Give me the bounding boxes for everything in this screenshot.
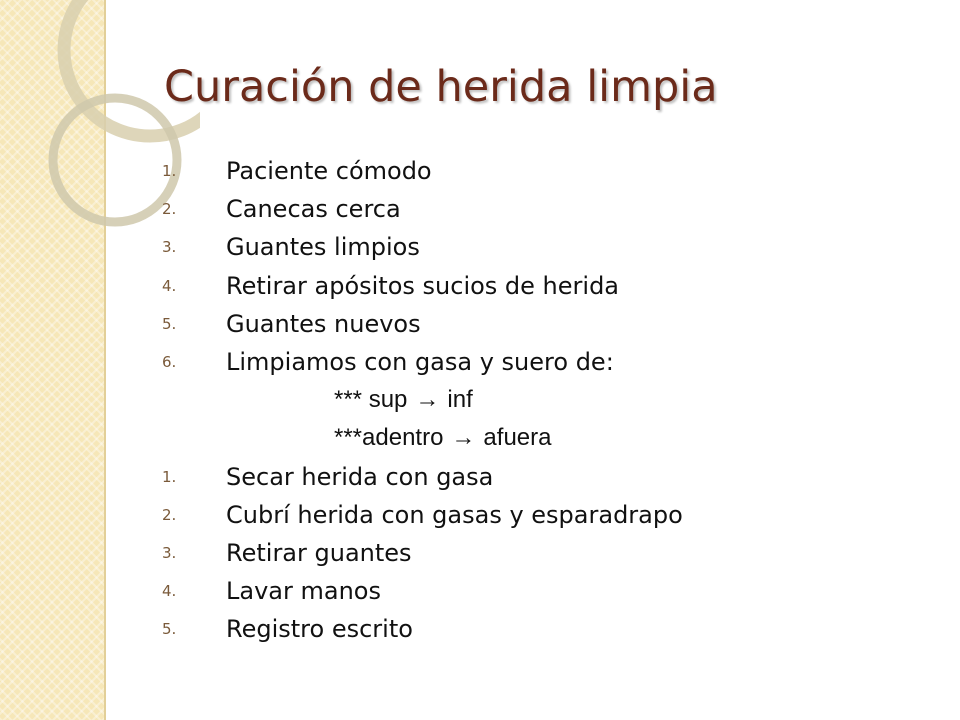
list-number: 2. (162, 200, 177, 219)
list-item (160, 267, 683, 305)
list-number: 4. (162, 582, 177, 601)
list-item (160, 343, 683, 381)
list-number: 4. (162, 276, 177, 295)
decorative-ring-small (53, 98, 177, 222)
list-item (160, 228, 683, 266)
list-text: Secar herida con gasa (226, 462, 494, 491)
list-item (160, 152, 683, 190)
list-text: Registro escrito (226, 615, 413, 644)
sub-item (160, 381, 683, 419)
list-number: 5. (162, 620, 177, 639)
list-number: 5. (162, 314, 177, 333)
sub-item-before: *** sup (334, 386, 408, 414)
list-item (160, 190, 683, 228)
list-text: Guantes limpios (226, 233, 420, 262)
list-text: Retirar guantes (226, 538, 412, 567)
list-number: 3. (162, 543, 177, 562)
list-item (160, 496, 683, 534)
list-text: Canecas cerca (226, 195, 401, 224)
sub-item-before: ***adentro (334, 424, 444, 452)
list-number: 2. (162, 505, 177, 524)
list-item (160, 458, 683, 496)
list-number: 3. (162, 238, 177, 257)
list-item (160, 534, 683, 572)
list-text: Limpiamos con gasa y suero de: (226, 348, 614, 377)
list-text: Cubrí herida con gasas y esparadrapo (226, 500, 683, 529)
list-number: 1. (162, 162, 177, 181)
list-number: 1. (162, 467, 177, 486)
slide-title: Curación de herida limpia (164, 62, 718, 112)
list-text: Lavar manos (226, 577, 381, 606)
list-text: Guantes nuevos (226, 309, 421, 338)
sub-item (160, 419, 683, 457)
right-arrow-icon: → (415, 386, 440, 414)
list-text: Retirar apósitos sucios de herida (226, 271, 620, 300)
list-item (160, 610, 683, 648)
list-item (160, 305, 683, 343)
list-number: 6. (162, 353, 177, 372)
sub-item-after: afuera (483, 424, 552, 452)
sub-item-after: inf (447, 386, 473, 414)
right-arrow-icon: → (451, 424, 476, 452)
list-item (160, 572, 683, 610)
steps-list (160, 152, 683, 648)
list-text: Paciente cómodo (226, 157, 432, 186)
